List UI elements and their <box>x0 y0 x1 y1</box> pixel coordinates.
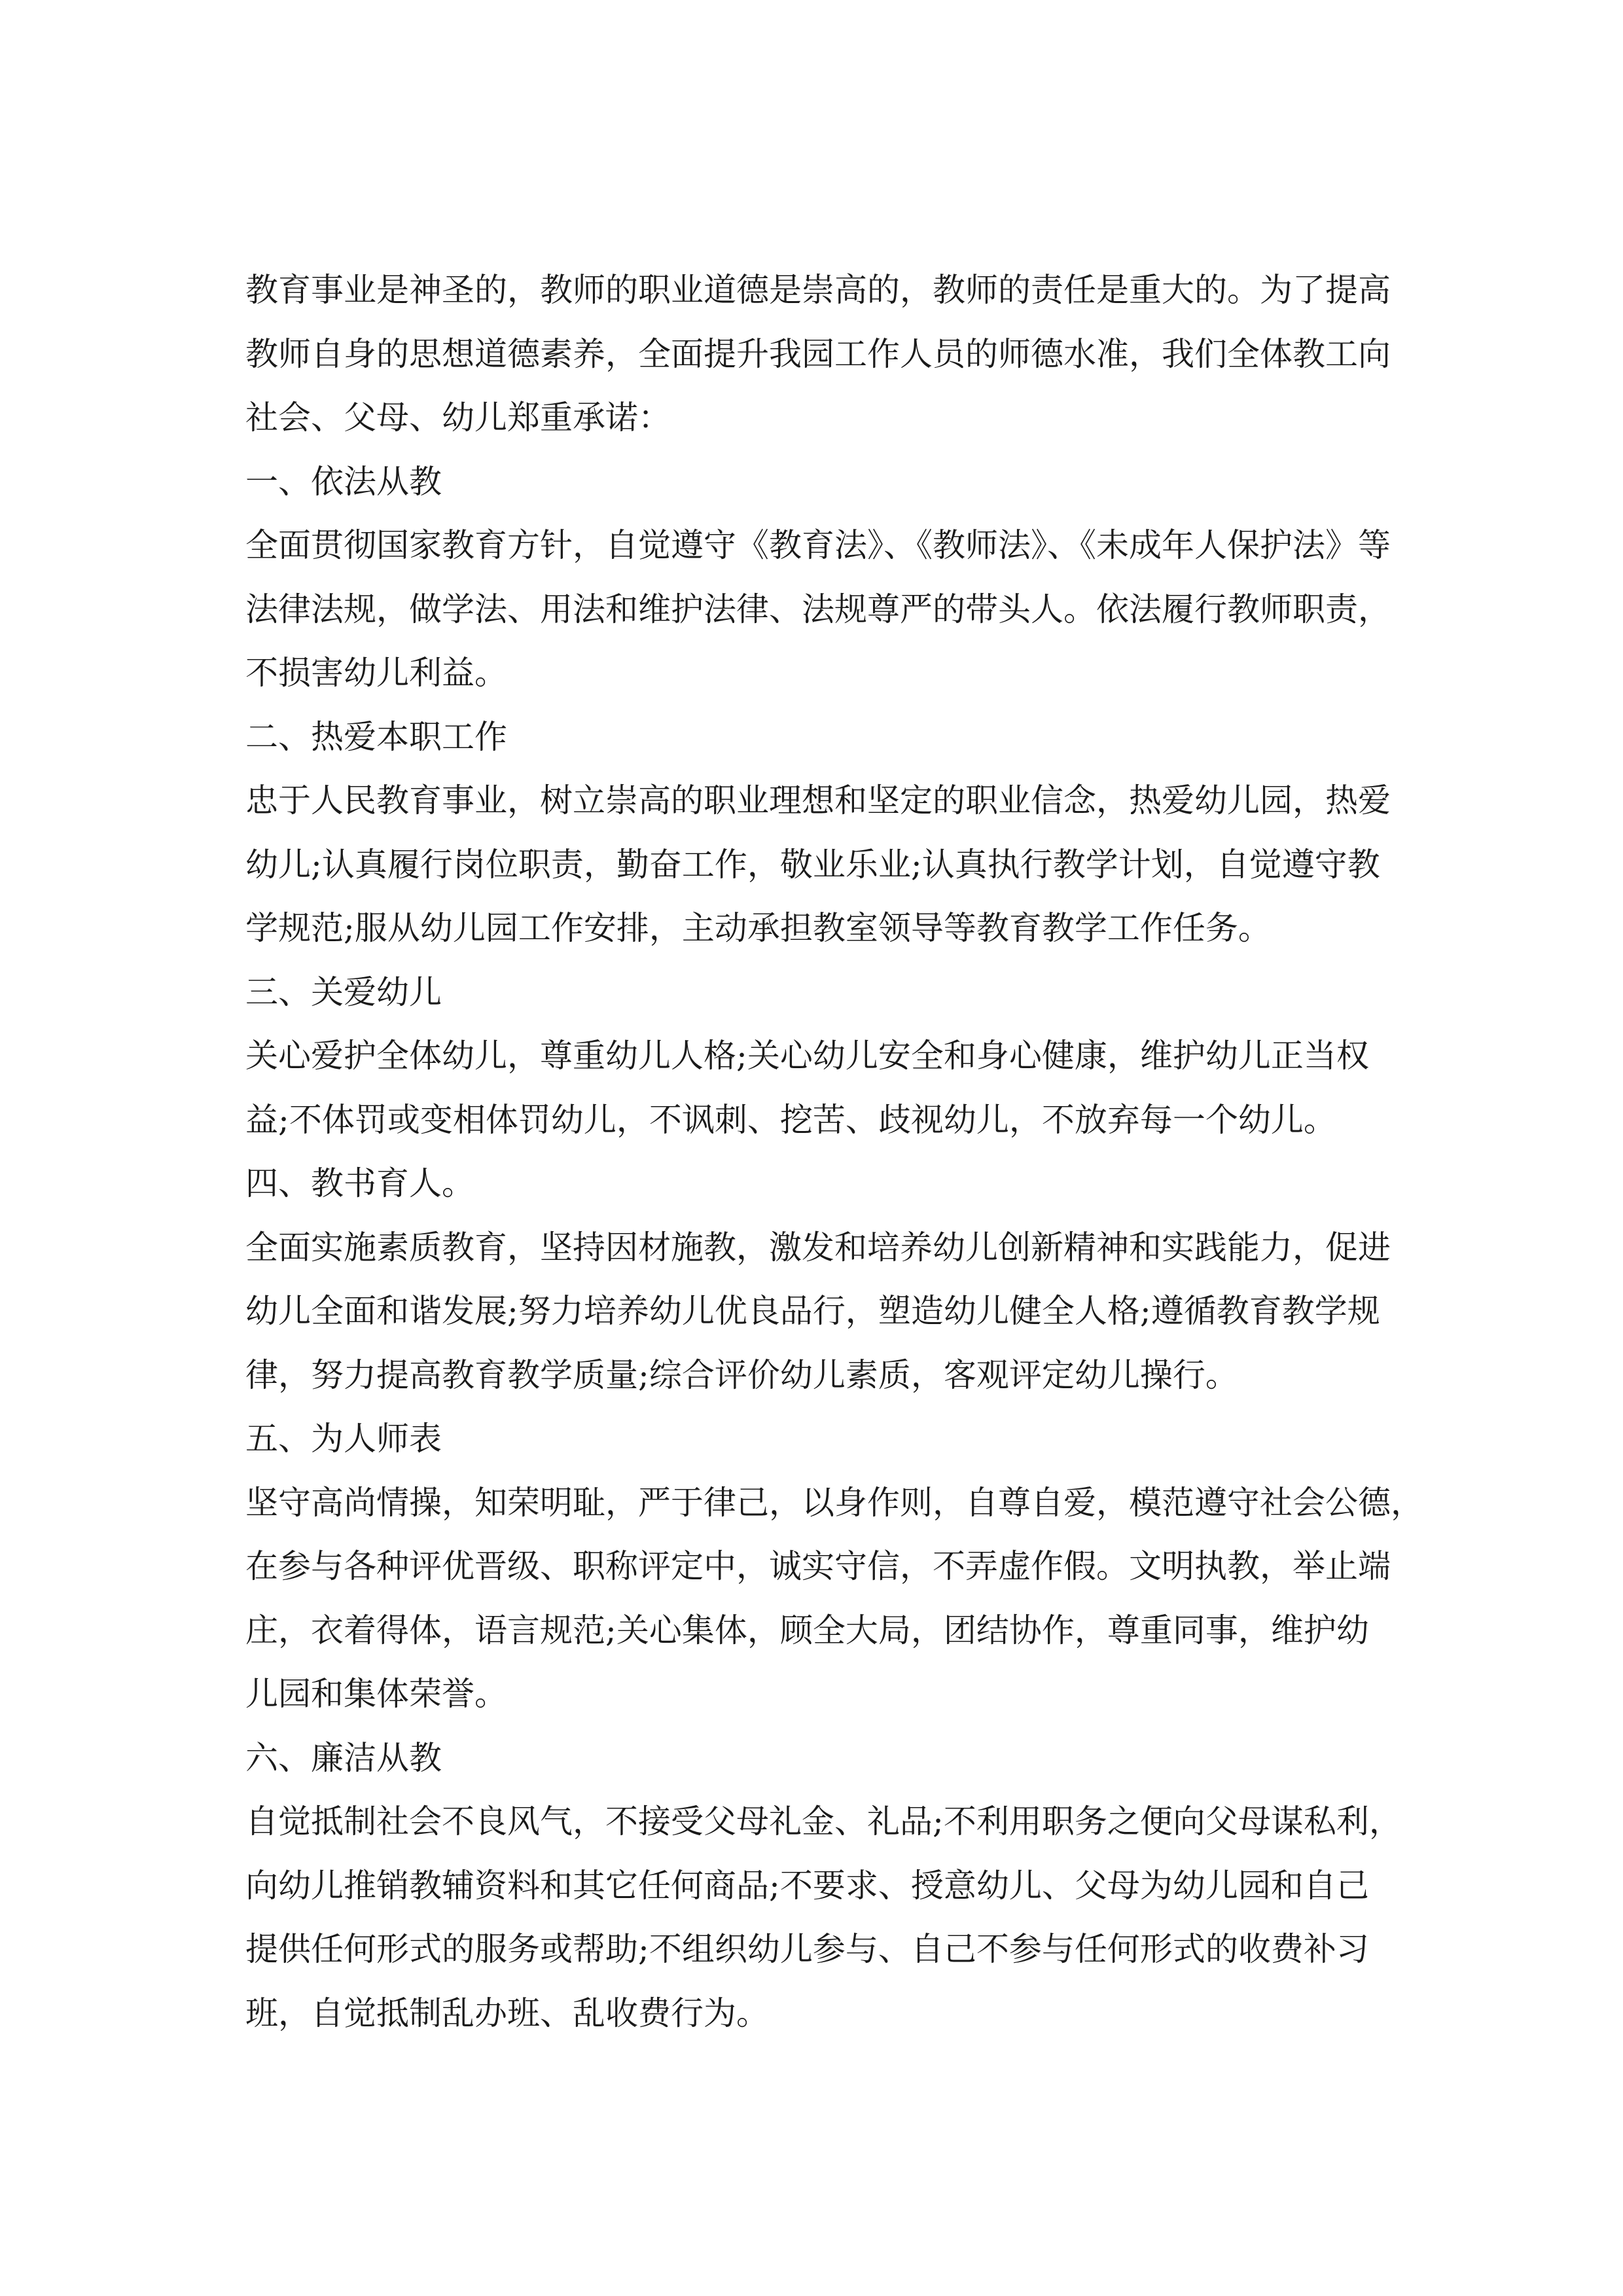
text-line: 教育事业是神圣的，教师的职业道德是崇高的，教师的责任是重大的。为了提高 <box>245 271 1391 309</box>
text-line: 关心爱护全体幼儿，尊重幼儿人格;关心幼儿安全和身心健康，维护幼儿正当权 <box>245 1037 1369 1075</box>
text-line: 儿园和集体荣誉。 <box>245 1675 507 1713</box>
text-line: 坚守高尚情操，知荣明耻，严于律己，以身作则，自尊自爱，模范遵守社会公德， <box>245 1483 1423 1522</box>
section-heading: 三、关爱幼儿 <box>245 973 442 1011</box>
text-line: 法律法规，做学法、用法和维护法律、法规尊严的带头人。依法履行教师职责， <box>245 590 1391 628</box>
text-line: 幼儿全面和谐发展;努力培养幼儿优良品行，塑造幼儿健全人格;遵循教育教学规 <box>245 1292 1380 1330</box>
section-heading: 四、教书育人。 <box>245 1164 474 1202</box>
text-line: 向幼儿推销教辅资料和其它任何商品;不要求、授意幼儿、父母为幼儿园和自己 <box>245 1866 1369 1905</box>
text-line: 幼儿;认真履行岗位职责，勤奋工作，敬业乐业;认真执行教学计划，自觉遵守教 <box>245 845 1380 884</box>
text-line: 社会、父母、幼儿郑重承诺： <box>245 399 671 437</box>
section-heading: 二、热爱本职工作 <box>245 717 507 756</box>
text-line: 班，自觉抵制乱办班、乱收费行为。 <box>245 1994 769 2032</box>
text-line: 全面实施素质教育，坚持因材施教，激发和培养幼儿创新精神和实践能力，促进 <box>245 1228 1391 1266</box>
text-line: 律，努力提高教育教学质量;综合评价幼儿素质，客观评定幼儿操行。 <box>245 1355 1238 1394</box>
document-body <box>245 259 1423 2045</box>
text-line: 在参与各种评优晋级、职称评定中，诚实守信，不弄虚作假。文明执教，举止端 <box>245 1547 1391 1585</box>
text-line: 益;不体罚或变相体罚幼儿，不讽刺、挖苦、歧视幼儿，不放弃每一个幼儿。 <box>245 1100 1336 1139</box>
text-line: 不损害幼儿利益。 <box>245 654 507 692</box>
text-line: 教师自身的思想道德素养，全面提升我园工作人员的师德水准，我们全体教工向 <box>245 334 1391 373</box>
section-heading: 六、廉洁从教 <box>245 1738 442 1777</box>
text-line: 忠于人民教育事业，树立崇高的职业理想和坚定的职业信念，热爱幼儿园，热爱 <box>245 781 1391 819</box>
text-line: 庄，衣着得体，语言规范;关心集体，顾全大局，团结协作，尊重同事，维护幼 <box>245 1611 1369 1649</box>
text-line: 学规范;服从幼儿园工作安排，主动承担教室领导等教育教学工作任务。 <box>245 909 1271 947</box>
text-line: 全面贯彻国家教育方针，自觉遵守《教育法》、《教师法》、《未成年人保护法》等 <box>245 526 1391 564</box>
text-line: 提供任何形式的服务或帮助;不组织幼儿参与、自己不参与任何形式的收费补习 <box>245 1930 1369 1968</box>
section-heading: 五、为人师表 <box>245 1420 442 1458</box>
text-line: 自觉抵制社会不良风气，不接受父母礼金、礼品;不利用职务之便向父母谋私利， <box>245 1803 1402 1840</box>
section-heading: 一、依法从教 <box>245 462 442 501</box>
